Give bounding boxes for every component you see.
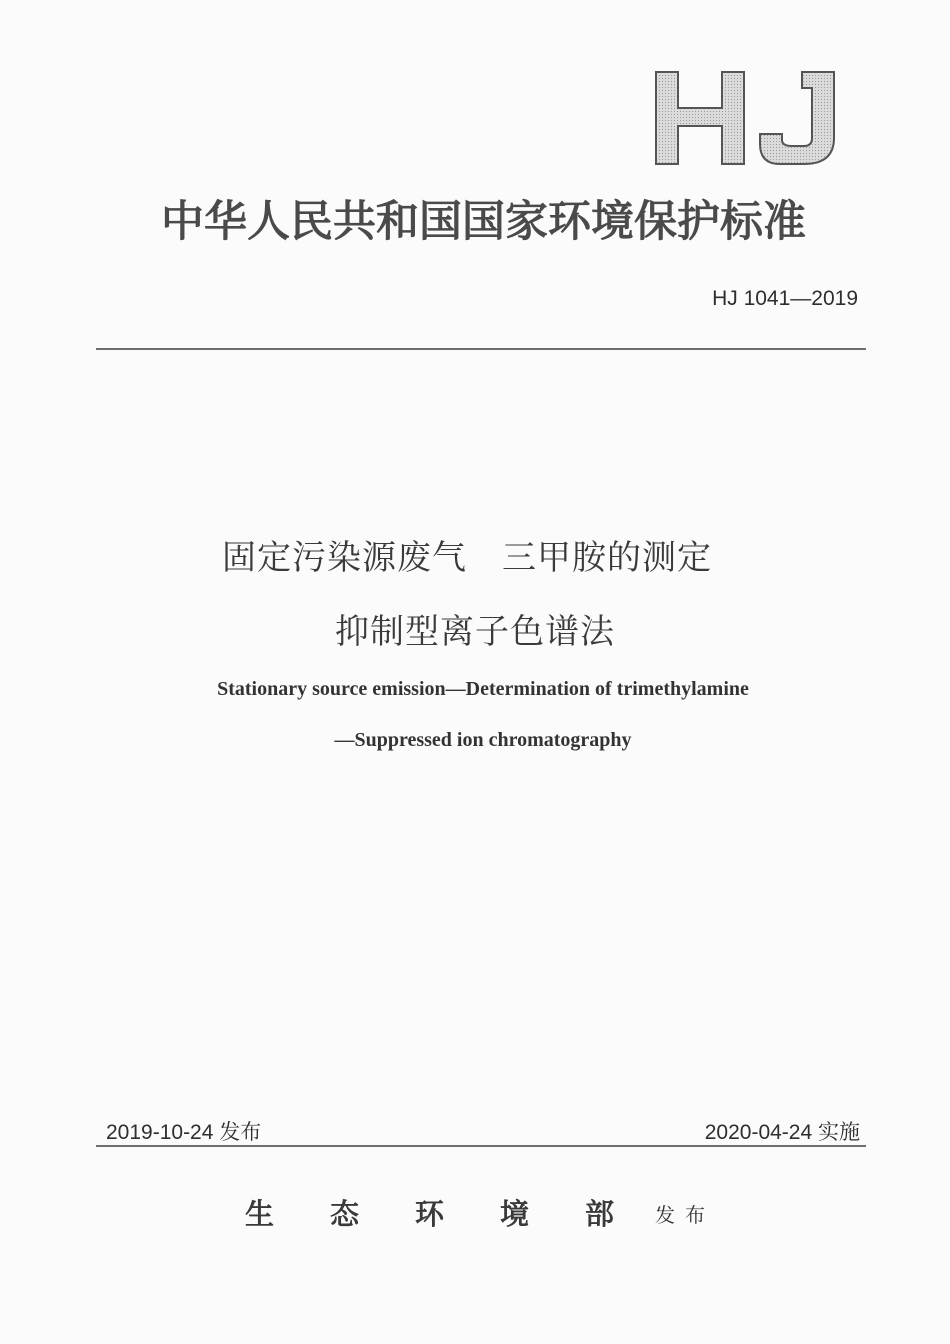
chinese-title-line-1: 固定污染源废气 三甲胺的测定 (222, 538, 712, 578)
hj-logo (652, 68, 842, 168)
standard-category: 中华人民共和国国家环境保护标准 (161, 197, 806, 247)
english-title-line-2: —Suppressed ion chromatography (334, 729, 632, 751)
chinese-title-line-2: 抑制型离子色谱法 (335, 612, 615, 652)
issuer-name: 生态环境部 (245, 1197, 671, 1231)
issue-date: 2019-10-24 发布 (106, 1121, 262, 1144)
implementation-date: 2020-04-24 实施 (704, 1121, 860, 1144)
standard-number: HJ 1041—2019 (712, 287, 858, 310)
issuer-suffix: 发布 (655, 1203, 715, 1227)
bottom-divider (96, 1145, 866, 1147)
english-title-line-1: Stationary source emission—Determination of trimethylamine (217, 678, 749, 700)
top-divider (96, 348, 866, 350)
